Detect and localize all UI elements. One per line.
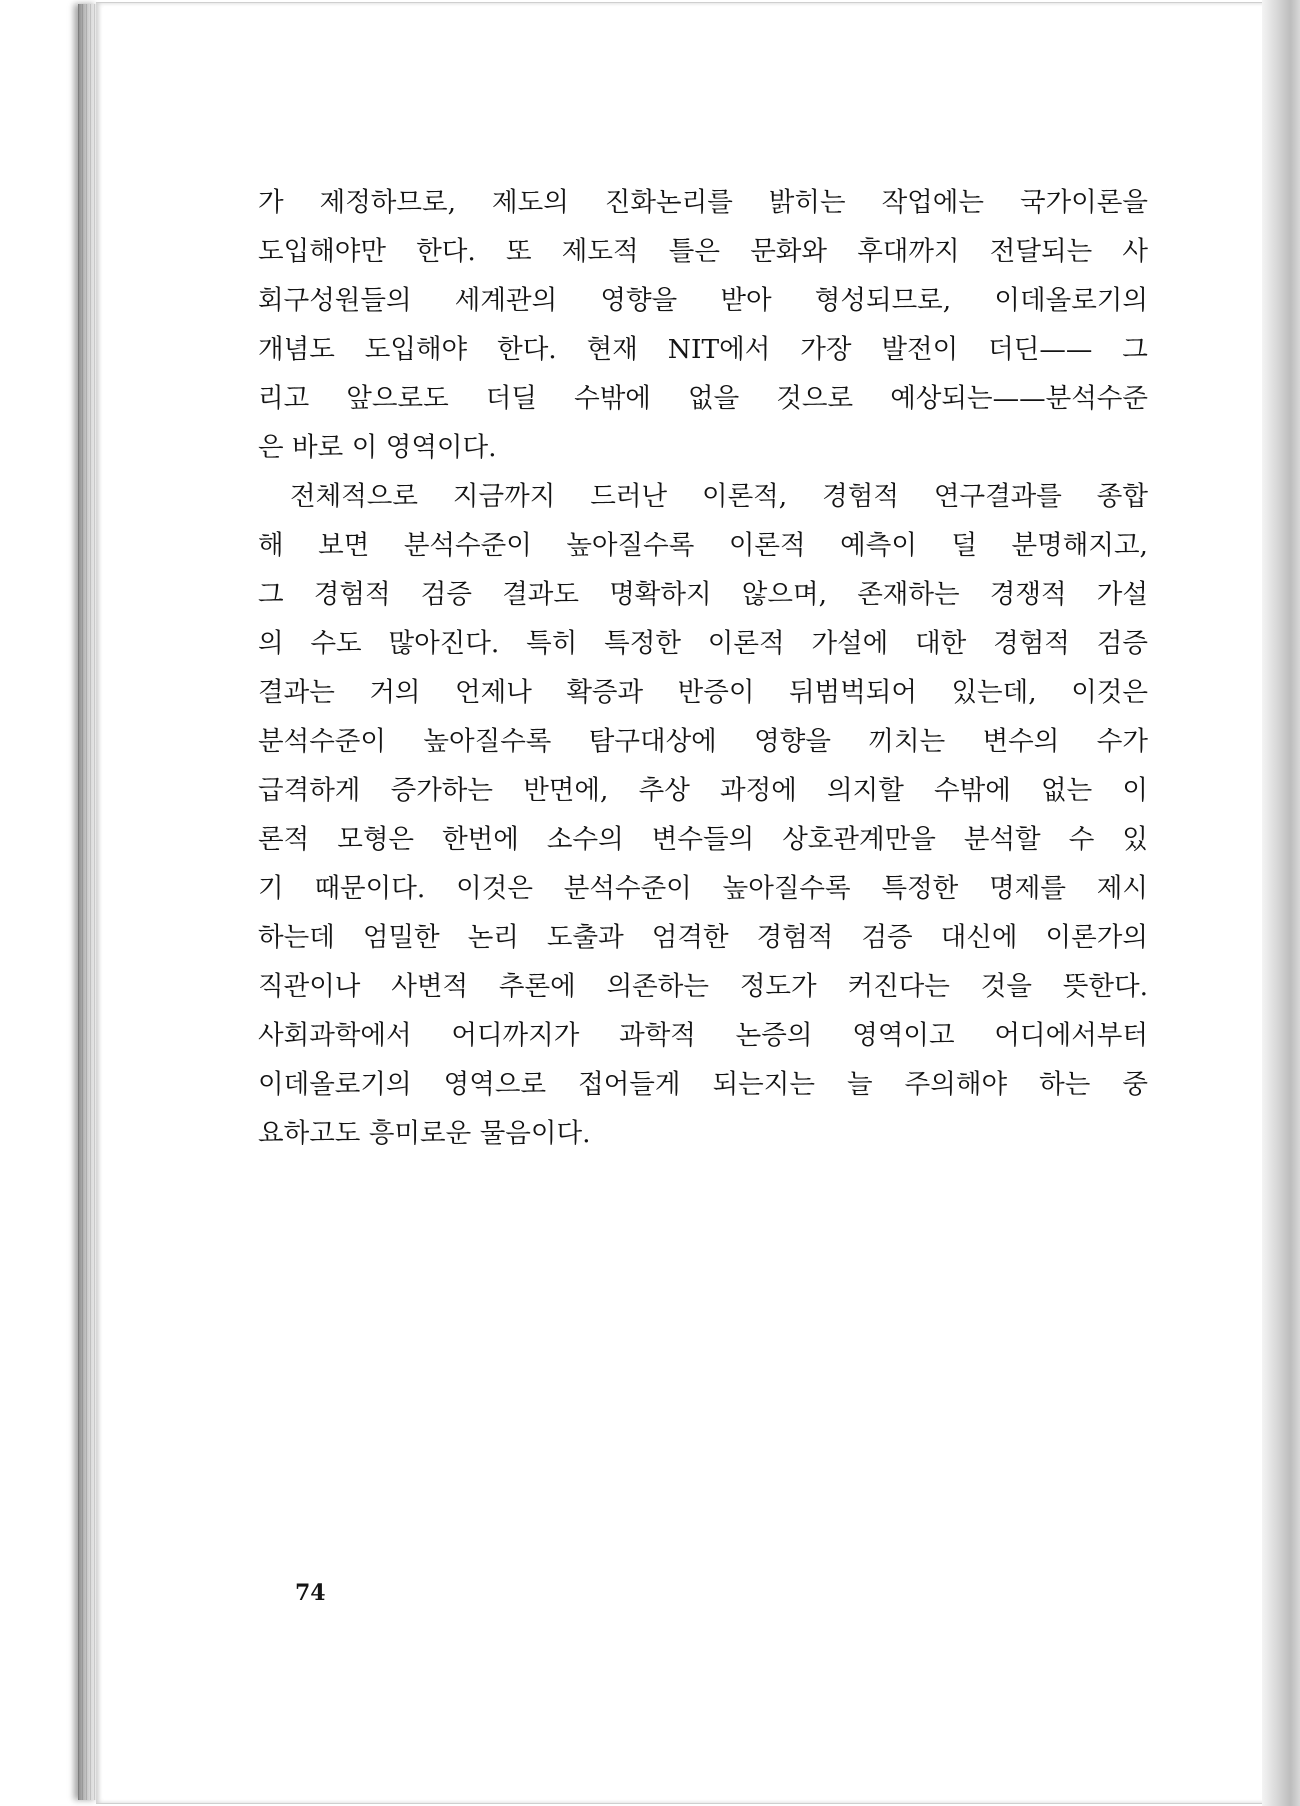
word: 경쟁적 [989,579,1067,610]
word: 대한 [915,628,967,659]
word: 경험적 [993,628,1070,659]
word: 정도가 [739,971,817,1002]
word: 것으로 [776,383,854,414]
word: 한다. [416,236,476,267]
word: 탐구대상에 [588,726,717,757]
word: 추상 [638,775,690,806]
word: 제정하므로, [319,187,457,218]
word: 끼치는 [868,726,946,757]
word: 전달되는 [989,236,1093,267]
word: 의지할 [827,775,904,806]
page-stack-edge [78,4,98,1800]
word: 확증과 [566,677,644,708]
word: 도입해야만 [258,236,386,267]
text-line [258,374,1148,423]
word: 없는 [1041,775,1093,806]
word: 바로 [292,432,344,463]
word: 되는지는 [712,1069,815,1100]
word: 그 [258,579,284,610]
word: 이론적 [707,628,785,659]
word: 이론적, [701,481,788,512]
text-line [258,815,1148,864]
word: 직관이나 [258,971,361,1002]
word: 사 [1122,236,1148,267]
word: 지금까지 [452,481,556,512]
word: 경험적 [822,481,899,512]
word: 영역이고 [852,1020,955,1051]
text-line [258,227,1148,276]
word: 더딘—— [988,334,1093,365]
word: 도입해야 [364,334,468,365]
word: 예측이 [840,530,917,561]
word: 수도 [310,628,362,659]
word: 세계관의 [454,285,558,316]
word: 그 [1122,334,1148,365]
word: 이것은 [456,873,533,904]
text-line [258,1011,1148,1060]
word: 리고 [258,383,310,414]
word: 형성되므로, [814,285,952,316]
word: 때문이다. [314,873,426,904]
word: 가장 [800,334,852,365]
word: 제도의 [492,187,569,218]
word: 현재 [586,334,638,365]
word: 상호관계만을 [782,824,936,855]
word: 가 [258,187,284,218]
word: 추론에 [498,971,576,1002]
word: 밝히는 [768,187,846,218]
word: 분석수준이 [258,726,386,757]
word: 하는데 [258,922,335,953]
word: 수밖에 [934,775,1011,806]
word: 경험적 [756,922,834,953]
text-line [258,570,1148,619]
word: 문화와 [750,236,827,267]
word: 과학적 [619,1020,696,1051]
word: 특히 [526,628,578,659]
text-line [258,864,1148,913]
word: 거의 [369,677,421,708]
word: 작업에는 [881,187,984,218]
word: 가설 [1096,579,1148,610]
word: 이론가의 [1045,922,1148,953]
word: 논리 [467,922,519,953]
word: 한다. [497,334,557,365]
word: 논증의 [735,1020,813,1051]
word: 흥미로운 [368,1118,472,1149]
word: 것을 [980,971,1032,1002]
word: 수 [1068,824,1095,855]
word: 이 [351,432,378,463]
word: 영역으로 [443,1069,547,1100]
word: 분석수준이 [563,873,692,904]
word: 엄밀한 [362,922,440,953]
word: 분명해지고, [1011,530,1148,561]
word: 후대까지 [857,236,960,267]
word: 뜻한다. [1062,971,1148,1002]
word: 변수들의 [651,824,755,855]
word: 이것은 [1071,677,1148,708]
word: 의존하는 [606,971,709,1002]
text-line [258,913,1148,962]
word: 결과는 [258,677,335,708]
word: 접어들게 [578,1069,681,1100]
page-number: 74 [295,1580,326,1606]
word: 증가하는 [390,775,493,806]
word: 영향을 [600,285,678,316]
word: 존재하는 [857,579,960,610]
word: 제도적 [561,236,639,267]
text-line [258,668,1148,717]
text-line [258,276,1148,325]
word: 중 [1122,1069,1148,1100]
word: 이론적 [728,530,806,561]
word: 특정한 [881,873,959,904]
word: 사회과학에서 [258,1020,412,1051]
word: 검증 [1096,628,1148,659]
word: 반면에, [523,775,609,806]
word: 종합 [1096,481,1148,512]
word: 받아 [720,285,772,316]
text-line [258,521,1148,570]
word: 반증이 [677,677,755,708]
word: 앞으로도 [346,383,449,414]
word: 수가 [1096,726,1148,757]
word: 변수의 [982,726,1060,757]
word: 도출과 [546,922,624,953]
word: 특정한 [604,628,681,659]
word: 은 [258,432,284,463]
word: 어디에서부터 [994,1020,1148,1051]
word: 연구결과를 [933,481,1062,512]
text-line [258,1109,1148,1158]
page-gutter-shadow [1262,0,1300,1806]
text-line [258,423,1148,472]
word: 개념도 [258,334,335,365]
word: 전체적으로 [290,481,418,512]
word: 뒤범벅되어 [788,677,917,708]
word: 분석할 [963,824,1041,855]
word: 대신에 [940,922,1018,953]
word: 주의해야 [904,1069,1008,1100]
word: 결과도 [502,579,579,610]
word: 덜 [951,530,978,561]
word: 언제나 [455,677,532,708]
word: 영향을 [754,726,831,757]
word: 해 [258,530,284,561]
text-line [258,766,1148,815]
word: 높아질수록 [566,530,695,561]
word: 분석수준이 [403,530,532,561]
word: 한번에 [442,824,519,855]
word: 않으며, [741,579,828,610]
word: 없을 [688,383,740,414]
word: 모형은 [337,824,415,855]
word: 틀은 [668,236,720,267]
word: 회구성원들의 [258,285,412,316]
word: 더딜 [485,383,537,414]
word: 진화논리를 [604,187,733,218]
text-line [258,619,1148,668]
word: 의 [258,628,284,659]
word: 제시 [1096,873,1148,904]
word: 가설에 [811,628,889,659]
word: 있 [1122,824,1148,855]
word: 이데올로기의 [258,1069,412,1100]
text-line [258,1060,1148,1109]
word: 기 [258,873,284,904]
text-line [258,325,1148,374]
word: 사변적 [391,971,469,1002]
word: 또 [506,236,532,267]
word: 높아질수록 [423,726,552,757]
word: 많아진다. [388,628,500,659]
word: 소수의 [546,824,624,855]
text-line [258,962,1148,1011]
word: 수밖에 [574,383,651,414]
text-line [258,178,1148,227]
word: 발전이 [881,334,959,365]
text-line-paragraph-start [258,472,1148,521]
word: 예상되는——분석수준 [890,383,1148,414]
word: 어디까지가 [451,1020,580,1051]
word: 높아질수록 [722,873,851,904]
word: 영역이다. [385,432,497,463]
word: 엄격한 [651,922,729,953]
word: 경험적 [313,579,391,610]
word: 보면 [318,530,370,561]
word: 요하고도 [258,1118,361,1149]
word: NIT에서 [667,334,771,365]
word: 이데올로기의 [994,285,1148,316]
word: 물음이다. [479,1118,591,1149]
text-line [258,717,1148,766]
word: 있는데, [951,677,1037,708]
word: 드러난 [590,481,668,512]
word: 과정에 [720,775,797,806]
word: 명제를 [989,873,1066,904]
word: 커진다는 [847,971,950,1002]
word: 늘 [847,1069,873,1100]
word: 이 [1122,775,1148,806]
word: 론적 [258,824,310,855]
word: 검증 [861,922,913,953]
word: 급격하게 [258,775,361,806]
word: 명확하지 [609,579,712,610]
word: 검증 [420,579,472,610]
word: 국가이론을 [1019,187,1148,218]
word: 하는 [1039,1069,1091,1100]
body-text [258,178,1148,1158]
